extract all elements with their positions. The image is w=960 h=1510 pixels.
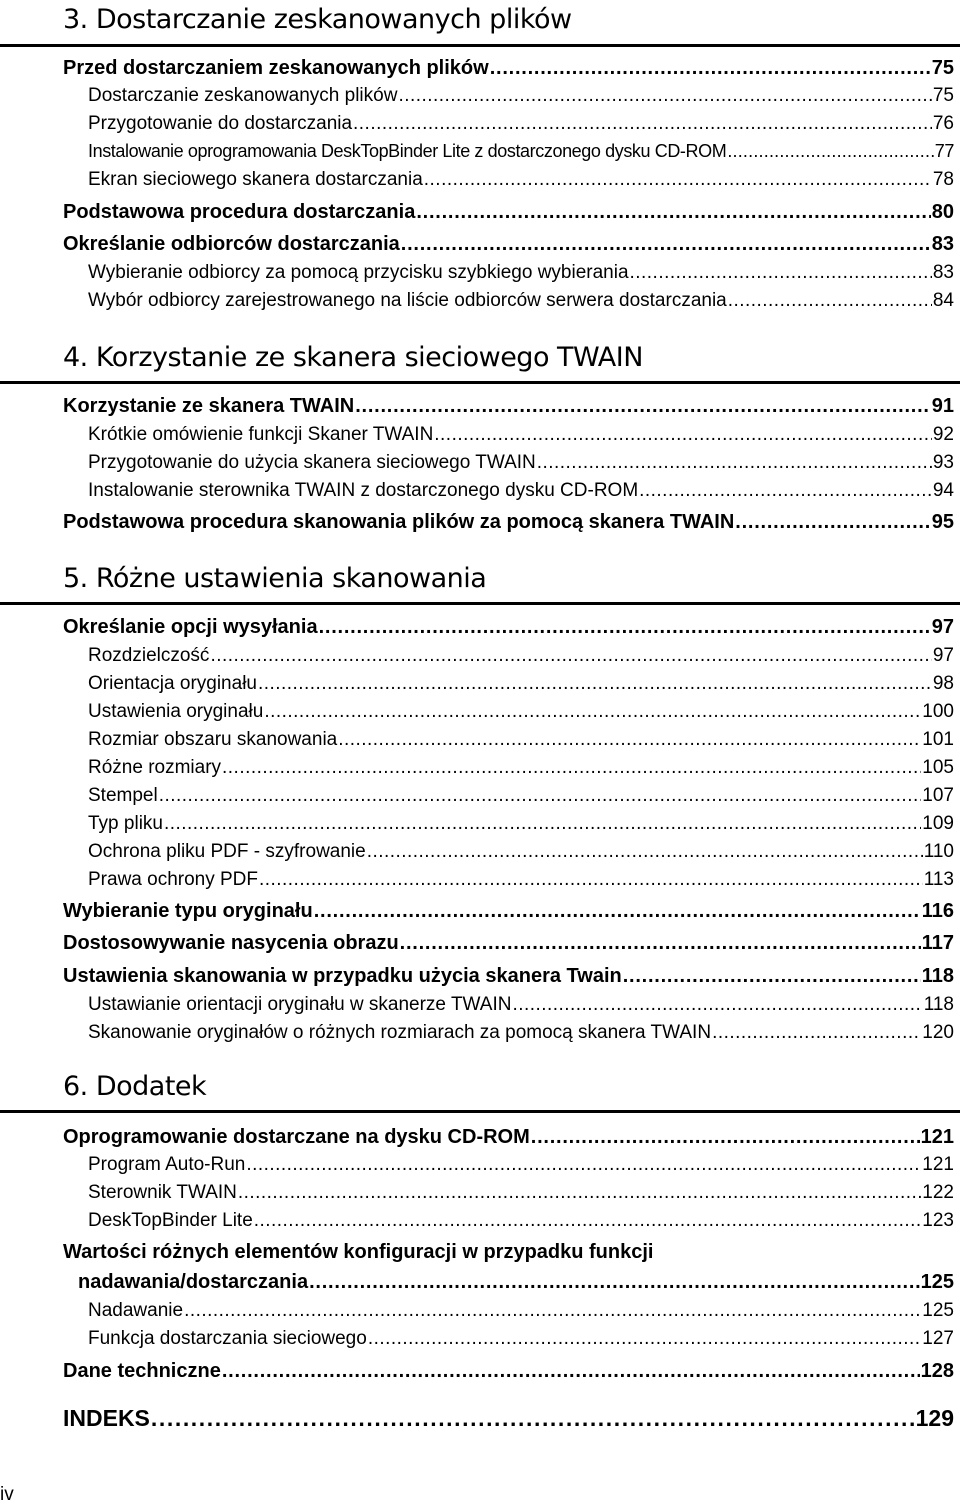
toc-entry[interactable]: [88, 141, 954, 162]
toc-entry-title: Rozdzielczość: [88, 645, 210, 666]
toc-entry-page: 121: [922, 1154, 954, 1175]
dot-leader: [210, 645, 931, 667]
toc-entry-page: 116: [921, 900, 954, 922]
dot-leader: [246, 1154, 921, 1176]
chapter-title: 4. Korzystanie ze skanera sieciowego TWAIN: [63, 342, 643, 373]
toc-entry-page: 97: [931, 616, 954, 638]
toc-entry[interactable]: [88, 729, 954, 751]
toc-entry[interactable]: [88, 290, 954, 312]
toc-entry-title: Skanowanie oryginałów o różnych rozmiarach za pomocą skanera TWAIN: [88, 1022, 712, 1043]
toc-entry[interactable]: [63, 395, 954, 418]
toc-entry-title: Przed dostarczaniem zeskanowanych plików: [63, 57, 489, 79]
chapter-divider: [0, 602, 960, 605]
toc-entry-title: Różne rozmiary: [88, 757, 222, 778]
toc-entry-page: 95: [931, 511, 954, 533]
toc-entry[interactable]: [88, 1300, 954, 1322]
toc-entry-page: 125: [920, 1271, 954, 1293]
chapter-5: [0, 562, 960, 596]
toc-entry-page: 118: [921, 965, 954, 987]
toc-entry-title: Stempel: [88, 785, 158, 806]
dot-leader: [639, 480, 932, 502]
toc-entry-title-line1[interactable]: Wartości różnych elementów konfiguracji w przypadku funkcji: [63, 1241, 654, 1263]
dot-leader: [400, 932, 921, 955]
chapter-4: [0, 341, 960, 375]
dot-leader: [735, 511, 930, 534]
toc-entry-page: 77: [934, 141, 954, 161]
toc-entry[interactable]: [88, 869, 954, 891]
toc-entry-page: 121: [920, 1126, 954, 1148]
toc-entry-title: Podstawowa procedura dostarczania: [63, 201, 416, 223]
toc-entry-title: Ustawienia oryginału: [88, 701, 264, 722]
chapter-title: 3. Dostarczanie zeskanowanych plików: [63, 4, 572, 35]
toc-entry[interactable]: [88, 645, 954, 667]
dot-leader: [398, 85, 931, 107]
toc-entry-page: 107: [922, 785, 954, 806]
dot-leader: [727, 141, 933, 162]
dot-leader: [712, 1022, 921, 1044]
toc-entry-title: Typ pliku: [88, 813, 163, 834]
toc-entry-title: Sterownik TWAIN: [88, 1182, 237, 1203]
toc-entry[interactable]: [63, 965, 954, 988]
dot-leader: [353, 113, 932, 135]
dot-leader: [537, 452, 932, 474]
toc-entry[interactable]: [88, 1154, 954, 1176]
toc-entry-title: Program Auto-Run: [88, 1154, 246, 1175]
dot-leader: [319, 616, 931, 639]
toc-entry-title: Krótkie omówienie funkcji Skaner TWAIN: [88, 424, 434, 445]
toc-entry-page: 127: [922, 1328, 954, 1349]
toc-entry-page: 110: [923, 841, 954, 862]
dot-leader: [151, 1405, 915, 1432]
toc-entry-title: Nadawanie: [88, 1300, 184, 1321]
toc-entry[interactable]: [88, 452, 954, 474]
dot-leader: [355, 395, 931, 418]
toc-entry-title: Instalowanie sterownika TWAIN z dostarczonego dysku CD-ROM: [88, 480, 639, 501]
toc-entry[interactable]: [88, 1210, 954, 1232]
toc-entry[interactable]: [63, 616, 954, 639]
toc-entry-page: 128: [920, 1360, 954, 1382]
chapter-title: 6. Dodatek: [63, 1071, 207, 1102]
toc-entry-title: Ustawianie orientacji oryginału w skanerze TWAIN: [88, 994, 512, 1015]
toc-entry[interactable]: [63, 1360, 954, 1383]
toc-entry-page: 94: [932, 480, 954, 501]
toc-entry-title: Funkcja dostarczania sieciowego: [88, 1328, 367, 1349]
dot-leader: [184, 1300, 921, 1322]
toc-entry[interactable]: [88, 994, 954, 1016]
toc-entry[interactable]: [63, 511, 954, 534]
toc-entry-title: Określanie opcji wysyłania: [63, 616, 318, 638]
toc-entry-page: 75: [932, 85, 954, 106]
toc-entry-title: Korzystanie ze skanera TWAIN: [63, 395, 355, 417]
toc-entry-title: Oprogramowanie dostarczane na dysku CD-ROM: [63, 1126, 530, 1148]
dot-leader: [512, 994, 922, 1016]
toc-entry-title: Dostarczanie zeskanowanych plików: [88, 85, 398, 106]
toc-entry[interactable]: [63, 57, 954, 80]
toc-entry-title: Podstawowa procedura skanowania plików za pomocą skanera TWAIN: [63, 511, 735, 533]
toc-entry-title: Wybieranie typu oryginału: [63, 900, 313, 922]
toc-entry-page: 80: [931, 201, 954, 223]
toc-entry[interactable]: [88, 424, 954, 446]
toc-entry-page: 123: [922, 1210, 954, 1231]
chapter-divider: [0, 1110, 960, 1113]
toc-entry-page: 78: [932, 169, 954, 190]
toc-entry[interactable]: [78, 1271, 954, 1294]
toc-entry[interactable]: [63, 900, 954, 923]
toc-entry-page: 120: [922, 1022, 954, 1043]
toc-entry-title: Orientacja oryginału: [88, 673, 257, 694]
toc-entry[interactable]: [88, 757, 954, 779]
toc-entry-title: Instalowanie oprogramowania DeskTopBinder Lite z dostarczonego dysku CD-ROM: [88, 141, 727, 161]
toc-entry-page: 93: [932, 452, 954, 473]
toc-entry-title: INDEKS: [63, 1405, 150, 1431]
dot-leader: [416, 201, 930, 224]
toc-entry[interactable]: [88, 1182, 954, 1204]
dot-leader: [254, 1210, 922, 1232]
toc-entry[interactable]: [63, 1126, 954, 1149]
toc-entry-page: 125: [922, 1300, 954, 1321]
toc-entry[interactable]: [88, 701, 954, 723]
toc-entry-title: Przygotowanie do dostarczania: [88, 113, 353, 134]
dot-leader: [368, 1328, 921, 1350]
dot-leader: [222, 1360, 920, 1383]
toc-entry-title: Wybieranie odbiorcy za pomocą przycisku szybkiego wybierania: [88, 262, 629, 283]
toc-entry-title: Prawa ochrony PDF: [88, 869, 259, 890]
dot-leader: [728, 290, 932, 312]
dot-leader: [159, 785, 922, 807]
toc-entry[interactable]: [88, 1022, 954, 1044]
toc-entry-title: DeskTopBinder Lite: [88, 1210, 253, 1231]
toc-entry-title: Dostosowywanie nasycenia obrazu: [63, 932, 399, 954]
toc-entry-page: 92: [932, 424, 954, 445]
toc-entry[interactable]: [63, 201, 954, 224]
toc-entry-page: 117: [921, 932, 954, 954]
toc-entry[interactable]: [88, 785, 954, 807]
toc-entry-title: Dane techniczne: [63, 1360, 221, 1382]
toc-entry-page: 118: [923, 994, 954, 1015]
toc-entry[interactable]: [88, 1328, 954, 1350]
dot-leader: [258, 673, 932, 695]
toc-entry-page: 83: [932, 262, 954, 283]
toc-entry-page: 91: [931, 395, 954, 417]
dot-leader: [314, 900, 921, 923]
chapter-6: [0, 1070, 960, 1104]
chapter-divider: [0, 381, 960, 384]
dot-leader: [338, 729, 921, 751]
chapter-divider: [0, 44, 960, 47]
dot-leader: [259, 869, 923, 891]
toc-entry-title: Określanie odbiorców dostarczania: [63, 233, 400, 255]
dot-leader: [490, 57, 931, 80]
toc-entry[interactable]: [63, 233, 954, 256]
toc-entry[interactable]: [88, 673, 954, 695]
toc-entry-title: Wybór odbiorcy zarejestrowanego na liście odbiorców serwera dostarczania: [88, 290, 727, 311]
toc-entry[interactable]: [88, 841, 954, 863]
dot-leader: [424, 169, 932, 191]
dot-leader: [238, 1182, 921, 1204]
toc-entry-page: 101: [922, 729, 954, 750]
toc-entry-page: 105: [922, 757, 954, 778]
toc-entry-title: Rozmiar obszaru skanowania: [88, 729, 338, 750]
toc-entry-title: Ekran sieciowego skanera dostarczania: [88, 169, 423, 190]
toc-entry-page: 100: [922, 701, 954, 722]
chapter-3: [0, 3, 960, 37]
toc-entry[interactable]: [88, 262, 954, 284]
dot-leader: [264, 701, 921, 723]
dot-leader: [401, 233, 931, 256]
toc-entry-title: Przygotowanie do użycia skanera sieciowego TWAIN: [88, 452, 536, 473]
toc-entry-page: 97: [932, 645, 954, 666]
toc-entry-title: Ochrona pliku PDF - szyfrowanie: [88, 841, 366, 862]
toc-entry[interactable]: [63, 932, 954, 955]
toc-entry-page: 75: [931, 57, 954, 79]
dot-leader: [309, 1271, 920, 1294]
toc-entry[interactable]: [88, 169, 954, 191]
toc-entry-page: 83: [931, 233, 954, 255]
toc-entry-title: Ustawienia skanowania w przypadku użycia skanera Twain: [63, 965, 622, 987]
dot-leader: [623, 965, 921, 988]
toc-entry-page: 109: [922, 813, 954, 834]
toc-entry[interactable]: [88, 813, 954, 835]
toc-entry-page: 113: [923, 869, 954, 890]
toc-entry[interactable]: [88, 113, 954, 135]
dot-leader: [222, 757, 921, 779]
toc-entry-page: 122: [922, 1182, 954, 1203]
chapter-title: 5. Różne ustawienia skanowania: [63, 563, 487, 594]
page-number: iv: [0, 1484, 14, 1505]
dot-leader: [367, 841, 923, 863]
toc-entry-title: nadawania/dostarczania: [78, 1271, 309, 1293]
dot-leader: [434, 424, 932, 446]
dot-leader: [164, 813, 921, 835]
toc-entry-page: 129: [915, 1405, 954, 1431]
toc-entry[interactable]: [88, 480, 954, 502]
toc-entry[interactable]: [88, 85, 954, 107]
toc-entry-index[interactable]: [63, 1405, 954, 1432]
toc-entry-page: 84: [932, 290, 954, 311]
toc-entry-page: 98: [932, 673, 954, 694]
dot-leader: [630, 262, 932, 284]
toc-entry-page: 76: [932, 113, 954, 134]
dot-leader: [531, 1126, 920, 1149]
